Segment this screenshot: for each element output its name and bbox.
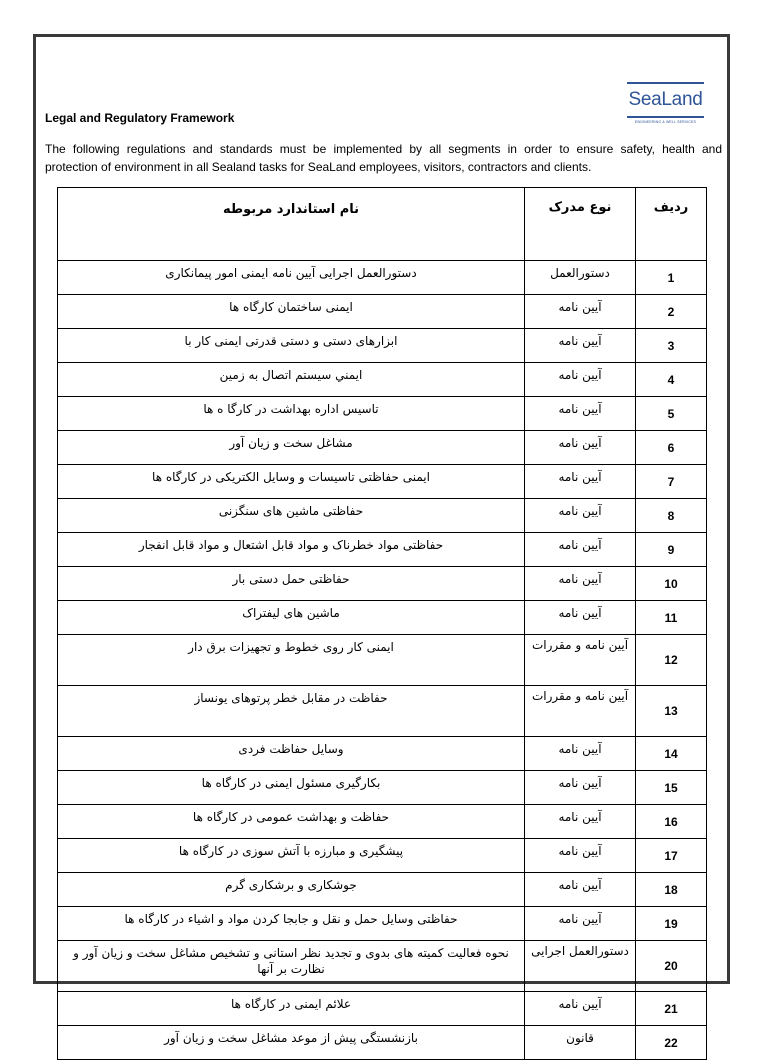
table-row	[58, 329, 707, 363]
standard-name-cell: مشاغل سخت و زیان آور	[58, 431, 525, 465]
row-number-cell: 12	[636, 635, 707, 686]
document-type-cell: آیین نامه و مقررات	[525, 686, 636, 737]
document-type-cell: آیین نامه	[525, 601, 636, 635]
document-type-cell: آیین نامه	[525, 737, 636, 771]
standard-name-cell: حفاظتی ماشین های سنگزنی	[58, 499, 525, 533]
table-row	[58, 873, 707, 907]
row-number-cell: 21	[636, 992, 707, 1026]
document-type-cell: آیین نامه و مقررات	[525, 635, 636, 686]
document-type-cell: دستورالعمل	[525, 261, 636, 295]
logo-wordmark: SeaLand	[628, 89, 703, 110]
standard-name-cell: نحوه فعالیت کمیته های بدوی و تجدید نظر استانی و تشخیص مشاغل سخت و زیان آور و نظارت بر آنها	[58, 941, 525, 992]
row-number-cell: 4	[636, 363, 707, 397]
standard-name-cell: علائم ایمنی در کارگاه ها	[58, 992, 525, 1026]
document-type-cell: آیین نامه	[525, 431, 636, 465]
standard-name-cell: وسایل حفاظت فردی	[58, 737, 525, 771]
standard-name-cell: حفاظتی حمل دستی بار	[58, 567, 525, 601]
table-row	[58, 397, 707, 431]
row-number-cell: 13	[636, 686, 707, 737]
row-number-cell: 1	[636, 261, 707, 295]
row-number-cell: 6	[636, 431, 707, 465]
header-document-type: نوع مدرک	[525, 188, 636, 261]
section-heading: Legal and Regulatory Framework	[45, 111, 235, 125]
table-row	[58, 771, 707, 805]
standard-name-cell: دستورالعمل اجرایی آیین نامه ایمنی امور پیمانکاری	[58, 261, 525, 295]
standard-name-cell: جوشکاری و برشکاری گرم	[58, 873, 525, 907]
table-row	[58, 261, 707, 295]
document-type-cell: آیین نامه	[525, 907, 636, 941]
row-number-cell: 22	[636, 1026, 707, 1060]
standard-name-cell: بکارگیری مسئول ایمنی در کارگاه ها	[58, 771, 525, 805]
row-number-cell: 10	[636, 567, 707, 601]
document-type-cell: قانون	[525, 1026, 636, 1060]
standard-name-cell: ايمني سيستم اتصال به زمين	[58, 363, 525, 397]
table-row	[58, 567, 707, 601]
standard-name-cell: ابزارهای دستی و دستی قدرتی ایمنی کار با	[58, 329, 525, 363]
header-row-number: ردیف	[636, 188, 707, 261]
intro-line-1: The following regulations and standards must be implemented by all segments in order to ensure safety, health and	[45, 142, 722, 156]
document-type-cell: آیین نامه	[525, 499, 636, 533]
document-type-cell: آیین نامه	[525, 397, 636, 431]
row-number-cell: 14	[636, 737, 707, 771]
row-number-cell: 18	[636, 873, 707, 907]
row-number-cell: 9	[636, 533, 707, 567]
table-row	[58, 805, 707, 839]
table-row	[58, 363, 707, 397]
regulations-table	[57, 187, 707, 1060]
standard-name-cell: ایمنی کار روی خطوط و تجهیزات برق دار	[58, 635, 525, 686]
intro-line-2: protection of environment in all Sealand tasks for SeaLand employees, visitors, contractors and clients.	[45, 160, 592, 174]
table-row	[58, 907, 707, 941]
standard-name-cell: تاسیس اداره بهداشت در کارگا ه ها	[58, 397, 525, 431]
table-row	[58, 941, 707, 992]
standard-name-cell: حفاظتی وسایل حمل و نقل و جابجا کردن مواد و اشیاء در کارگاه ها	[58, 907, 525, 941]
logo-box	[627, 82, 704, 118]
row-number-cell: 15	[636, 771, 707, 805]
sealand-logo	[627, 82, 704, 128]
document-type-cell: آیین نامه	[525, 567, 636, 601]
standard-name-cell: ماشین های لیفتراک	[58, 601, 525, 635]
document-type-cell: آیین نامه	[525, 465, 636, 499]
table-row	[58, 431, 707, 465]
document-type-cell: آیین نامه	[525, 295, 636, 329]
document-type-cell: آیین نامه	[525, 805, 636, 839]
document-type-cell: آیین نامه	[525, 839, 636, 873]
document-type-cell: آیین نامه	[525, 329, 636, 363]
row-number-cell: 16	[636, 805, 707, 839]
document-type-cell: آیین نامه	[525, 363, 636, 397]
intro-paragraph	[45, 140, 722, 176]
row-number-cell: 17	[636, 839, 707, 873]
standard-name-cell: حفاظت در مقابل خطر پرتوهای یونساز	[58, 686, 525, 737]
table-row	[58, 737, 707, 771]
document-type-cell: دستورالعمل اجرایی	[525, 941, 636, 992]
standard-name-cell: ایمنی ساختمان کارگاه ها	[58, 295, 525, 329]
table-row	[58, 839, 707, 873]
table-row	[58, 465, 707, 499]
standard-name-cell: ایمنی حفاظتی تاسیسات و وسایل الکتریکی در کارگاه ها	[58, 465, 525, 499]
table-row	[58, 1026, 707, 1060]
row-number-cell: 8	[636, 499, 707, 533]
row-number-cell: 3	[636, 329, 707, 363]
table-row	[58, 992, 707, 1026]
row-number-cell: 19	[636, 907, 707, 941]
standard-name-cell: حفاظتی مواد خطرناک و مواد قابل اشتعال و مواد قابل انفجار	[58, 533, 525, 567]
logo-tagline: ENGINEERING & WELL SERVICES	[634, 120, 696, 124]
header-standard-name: نام استاندارد مربوطه	[58, 188, 525, 261]
document-type-cell: آیین نامه	[525, 771, 636, 805]
row-number-cell: 5	[636, 397, 707, 431]
table-row	[58, 686, 707, 737]
table-header-row	[58, 188, 707, 261]
row-number-cell: 20	[636, 941, 707, 992]
table-row	[58, 635, 707, 686]
document-type-cell: آیین نامه	[525, 873, 636, 907]
document-type-cell: آیین نامه	[525, 533, 636, 567]
table-row	[58, 601, 707, 635]
row-number-cell: 11	[636, 601, 707, 635]
standard-name-cell: پیشگیری و مبارزه با آتش سوزی در کارگاه ها	[58, 839, 525, 873]
document-type-cell: آیین نامه	[525, 992, 636, 1026]
row-number-cell: 7	[636, 465, 707, 499]
table-row	[58, 499, 707, 533]
standard-name-cell: حفاظت و بهداشت عمومی در کارگاه ها	[58, 805, 525, 839]
row-number-cell: 2	[636, 295, 707, 329]
table-row	[58, 295, 707, 329]
standard-name-cell: بازنشستگی پیش از موعد مشاغل سخت و زیان آور	[58, 1026, 525, 1060]
table-row	[58, 533, 707, 567]
